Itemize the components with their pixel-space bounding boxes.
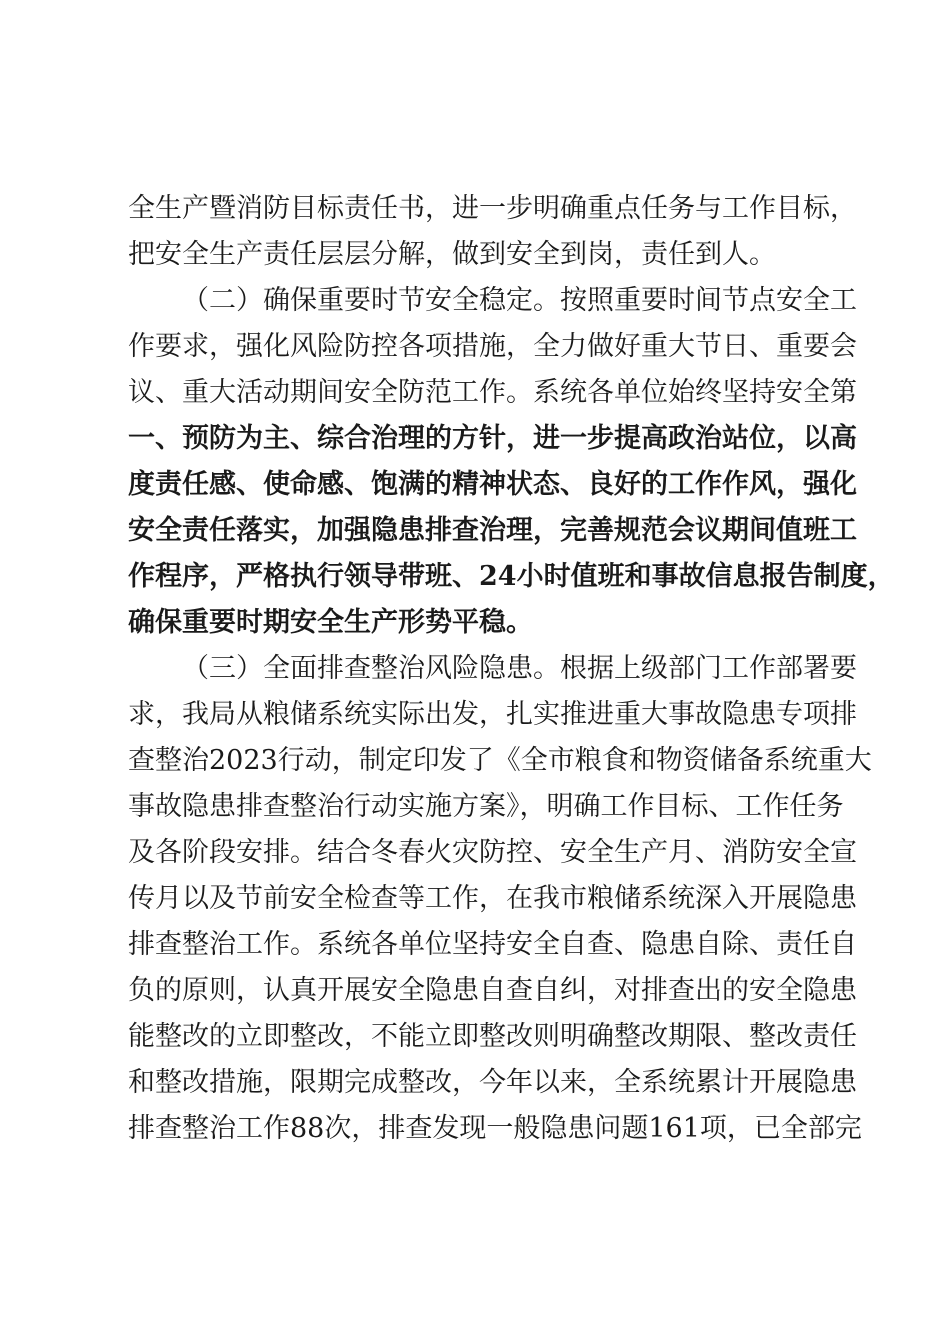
text-line: 及各阶段安排。结合冬春火灾防控、安全生产月、消防安全宣	[128, 837, 857, 868]
text-line: 度责任感、使命感、饱满的精神状态、良好的工作作风，强化	[128, 469, 857, 500]
section-heading-line: （二）确保重要时节安全稳定。按照重要时间节点安全工	[182, 285, 857, 316]
text-line: 议、重大活动期间安全防范工作。系统各单位始终坚持安全第	[128, 377, 857, 408]
text-line: 确保重要时期安全生产形势平稳。	[128, 607, 533, 638]
section-heading-line: （三）全面排查整治风险隐患。根据上级部门工作部署要	[182, 653, 857, 684]
text-line: 作程序，严格执行领导带班、24小时值班和事故信息报告制度，	[128, 561, 895, 592]
text-line: 能整改的立即整改，不能立即整改则明确整改期限、整改责任	[128, 1021, 857, 1052]
text-line: 求，我局从粮储系统实际出发，扎实推进重大事故隐患专项排	[128, 699, 857, 730]
text-line: 事故隐患排查整治行动实施方案》，明确工作目标、工作任务	[128, 791, 844, 822]
text-line: 一、预防为主、综合治理的方针，进一步提高政治站位，以高	[128, 423, 857, 454]
text-line: 排查整治工作88次，排查发现一般隐患问题161项，已全部完	[128, 1113, 862, 1144]
text-line: 负的原则，认真开展安全隐患自查自纠，对排查出的安全隐患	[128, 975, 857, 1006]
text-line: 作要求，强化风险防控各项措施，全力做好重大节日、重要会	[128, 331, 857, 362]
text-line: 查整治2023行动，制定印发了《全市粮食和物资储备系统重大	[128, 745, 872, 776]
text-line: 和整改措施，限期完成整改，今年以来，全系统累计开展隐患	[128, 1067, 857, 1098]
text-line: 排查整治工作。系统各单位坚持安全自查、隐患自除、责任自	[128, 929, 857, 960]
text-line: 传月以及节前安全检查等工作，在我市粮储系统深入开展隐患	[128, 883, 857, 914]
text-line: 把安全生产责任层层分解，做到安全到岗，责任到人。	[128, 239, 776, 270]
text-line: 全生产暨消防目标责任书，进一步明确重点任务与工作目标，	[128, 193, 857, 224]
text-line: 安全责任落实，加强隐患排查治理，完善规范会议期间值班工	[128, 515, 857, 546]
